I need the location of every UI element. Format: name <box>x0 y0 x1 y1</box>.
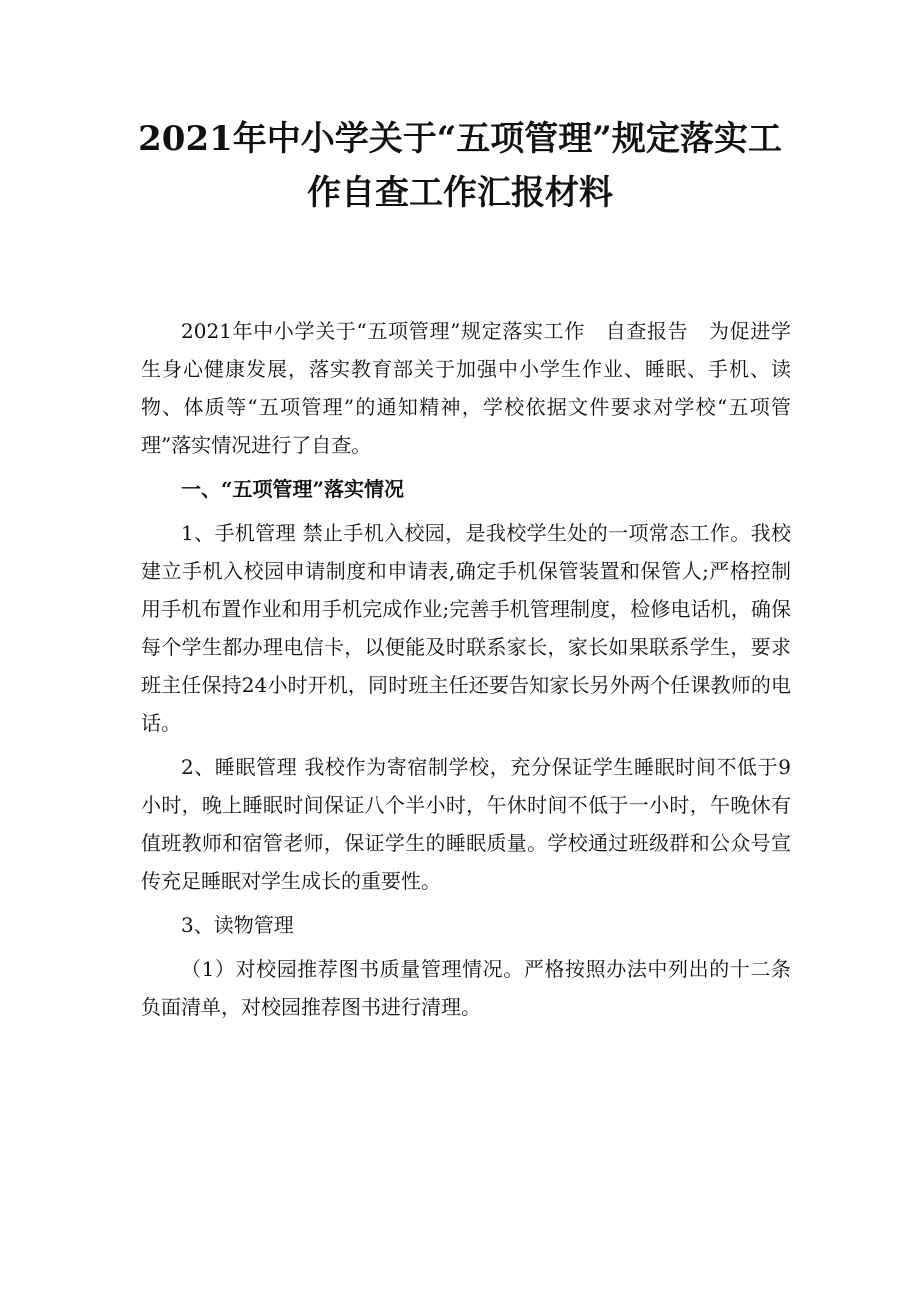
paragraph-intro: 2021年中小学关于“五项管理”规定落实工作 自查报告 为促进学生身心健康发展，落实教育部关于加强中小学生作业、睡眠、手机、读物、体质等“五项管理”的通知精神，学校依据文件要求对学校“五项管理”落实情况进行了自查。 <box>141 319 791 457</box>
title-line-2: 作自查工作汇报材料 <box>307 173 613 213</box>
paragraph-reading-management-heading: 3、读物管理 <box>181 913 294 937</box>
paragraph-phone-management: 1、手机管理 禁止手机入校园，是我校学生处的一项常态工作。我校建立手机入校园申请制度和申请表,确定手机保管装置和保管人;严格控制用手机布置作业和用手机完成作业;完善手机管理制度，检修电话机，确保每个学生都办理电信卡，以便能及时联系家长，家长如果联系学生，要求班主任保持24小时开机，同时班主任还要告知家长另外两个任课教师的电话。 <box>141 521 791 735</box>
paragraph-sleep-management: 2、睡眠管理 我校作为寄宿制学校，充分保证学生睡眠时间不低于9小时，晚上睡眠时间保证八个半小时，午休时间不低于一小时，午晚休有值班教师和宿管老师，保证学生的睡眠质量。学校通过班级群和公众号宣传充足睡眠对学生成长的重要性。 <box>141 755 791 893</box>
paragraph-reading-item-1: （1）对校园推荐图书质量管理情况。严格按照办法中列出的十二条负面清单，对校园推荐图书进行清理。 <box>141 957 791 1019</box>
section-heading: 一、“五项管理”落实情况 <box>181 477 405 501</box>
title-line-1: 2021年中小学关于“五项管理”规定落实工 <box>138 119 782 159</box>
document-title <box>120 112 800 220</box>
document-body <box>141 312 791 1032</box>
